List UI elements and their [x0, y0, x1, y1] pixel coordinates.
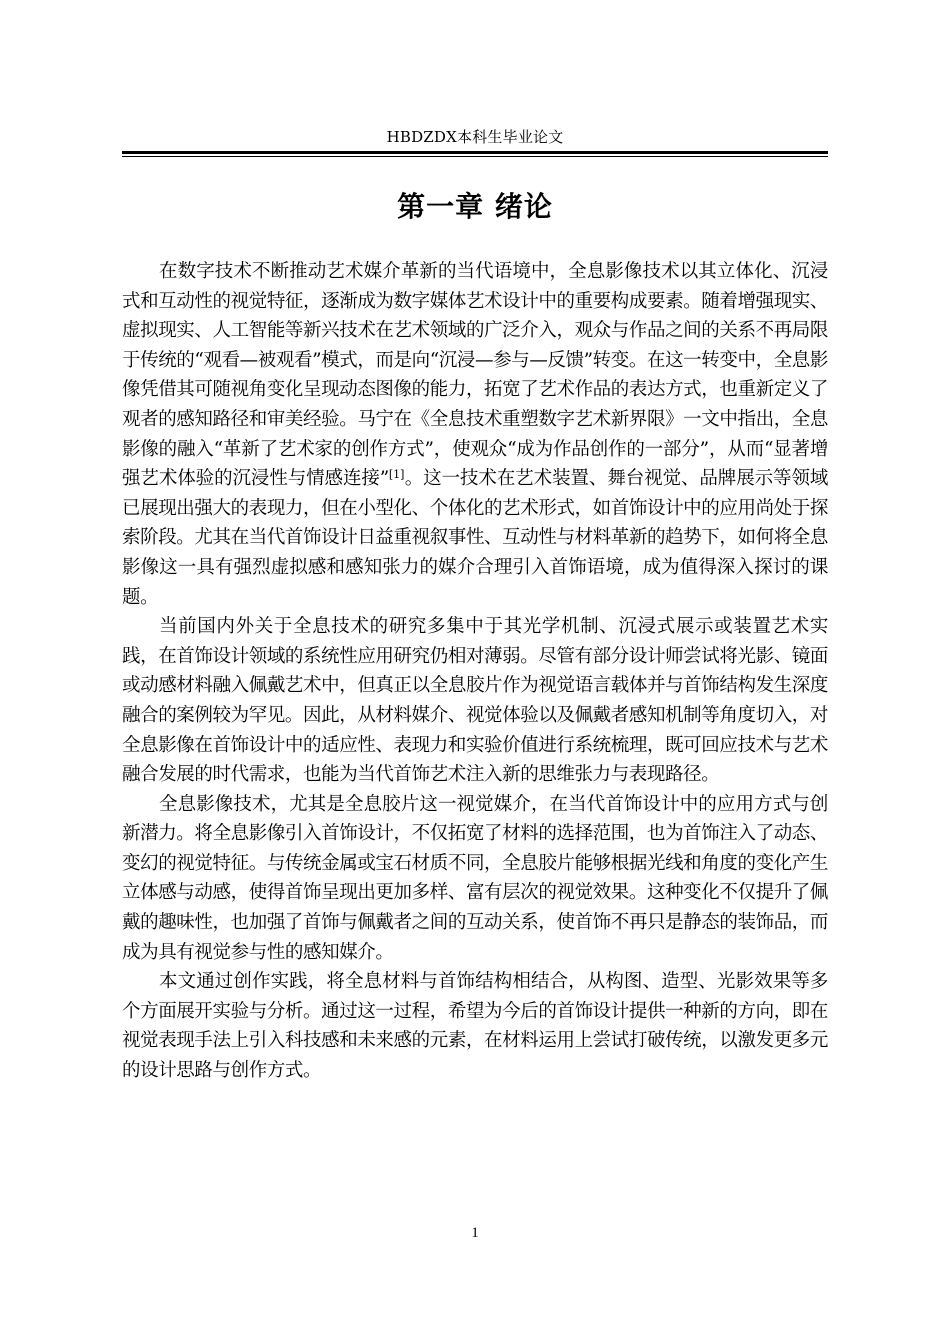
header-rule-thin [122, 156, 828, 157]
body-text [122, 257, 828, 1086]
paragraph-1 [122, 257, 828, 612]
chapter-title: 第一章 绪论 [397, 190, 553, 223]
paragraph-1-text-a: 在数字技术不断推动艺术媒介革新的当代语境中，全息影像技术以其立体化、沉浸式和互动性的视觉特征，逐渐成为数字媒体艺术设计中的重要构成要素。随着增强现实、虚拟现实、人工智能等新兴技术在艺术领域的广泛介入，观众与作品之间的关系不再局限于传统的“观看—被观看”模式，而是向“沉浸—参与—反馈”转变。在这一转变中，全息影像凭借其可随视角变化呈现动态图像的能力，拓宽了艺术作品的表达方式，也重新定义了观者的感知路径和审美经验。马宁在《全息技术重塑数字艺术新界限》一文中指出，全息影像的融入“革新了艺术家的创作方式”，使观众“成为作品创作的一部分”，从而“显著增强艺术体验的沉浸性与情感连接” [122, 261, 828, 490]
paragraph-3: 全息影像技术，尤其是全息胶片这一视觉媒介，在当代首饰设计中的应用方式与创新潜力。将全息影像引入首饰设计，不仅拓宽了材料的选择范围，也为首饰注入了动态、变幻的视觉特征。与传统金属或宝石材质不同，全息胶片能够根据光线和角度的变化产生立体感与动感，使得首饰呈现出更加多样、富有层次的视觉效果。这种变化不仅提升了佩戴的趣味性，也加强了首饰与佩戴者之间的互动关系，使首饰不再只是静态的装饰品，而成为具有视觉参与性的感知媒介。 [122, 793, 828, 963]
running-header: HBDZDX本科生毕业论文 [386, 128, 564, 146]
paragraph-4: 本文通过创作实践，将全息材料与首饰结构相结合，从构图、造型、光影效果等多个方面展开实验与分析。通过这一过程，希望为今后的首饰设计提供一种新的方向，即在视觉表现手法上引入科技感和未来感的元素，在材料运用上尝试打破传统，以激发更多元的设计思路与创作方式。 [122, 971, 828, 1082]
citation-marker: [1] [388, 468, 405, 482]
paragraph-2: 当前国内外关于全息技术的研究多集中于其光学机制、沉浸式展示或装置艺术实践，在首饰设计领域的系统性应用研究仍相对薄弱。尽管有部分设计师尝试将光影、镜面或动感材料融入佩戴艺术中，但真正以全息胶片作为视觉语言载体并与首饰结构发生深度融合的案例较为罕见。因此，从材料媒介、视觉体验以及佩戴者感知机制等角度切入，对全息影像在首饰设计中的适应性、表现力和实验价值进行系统梳理，既可回应技术与艺术融合发展的时代需求，也能为当代首饰艺术注入新的思维张力与表现路径。 [122, 616, 828, 786]
paragraph-1-text-b: 。这一技术在艺术装置、舞台视觉、品牌展示等领域已展现出强大的表现力，但在小型化、个体化的艺术形式，如首饰设计中的应用尚处于探索阶段。尤其在当代首饰设计日益重视叙事性、互动性与材料革新的趋势下，如何将全息影像这一具有强烈虚拟感和感知张力的媒介合理引入首饰语境，成为值得深入探讨的课题。 [122, 468, 828, 608]
page-number: 1 [471, 1225, 479, 1241]
header-rule-thick [122, 151, 828, 154]
